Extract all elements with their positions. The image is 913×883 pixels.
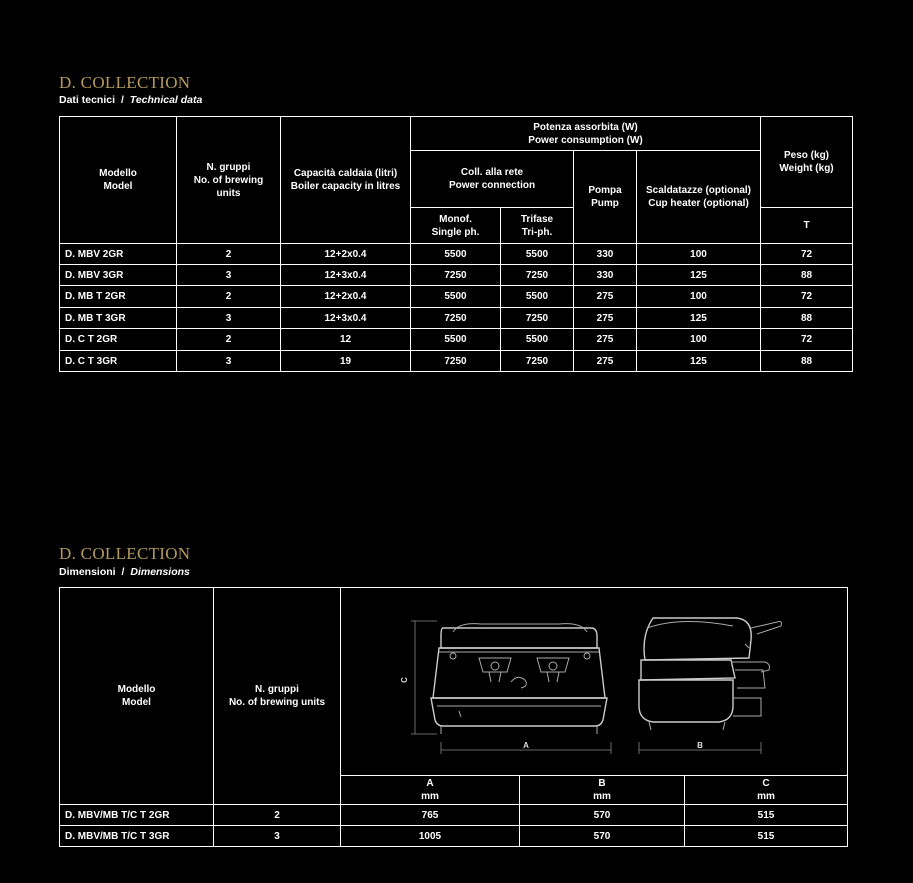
table-row: D. C T 3GR 3 19 7250 7250 275 125 88 [60, 351, 853, 372]
header-dim-c: C mm [685, 776, 848, 805]
side-view-drawing [639, 618, 782, 754]
header-dim-b: B mm [520, 776, 685, 805]
tech-subtitle-en: Technical data [129, 94, 203, 106]
machine-drawing-cell [341, 588, 848, 776]
header-power-connection: Coll. alla rete Power connection [411, 151, 574, 208]
dimension-c-label: C [400, 677, 409, 683]
tech-subtitle-it: Dati tecnici [59, 94, 116, 106]
technical-data-table [59, 116, 853, 372]
dimensions-table [59, 587, 848, 847]
header-pump: Pompa Pump [574, 151, 637, 244]
tech-section-title: D. COLLECTION [59, 73, 191, 92]
dims-section-subtitle [59, 566, 190, 578]
dimension-b-label: B [697, 741, 703, 750]
header-model: Modello Model [60, 588, 214, 805]
table-row: D. MB T 3GR 3 12+3x0.4 7250 7250 275 125 88 [60, 308, 853, 329]
table-row: D. MBV/MB T/C T 3GR 3 1005 570 515 [60, 826, 848, 847]
table-row: D. MB T 2GR 2 12+2x0.4 5500 5500 275 100 72 [60, 286, 853, 308]
table-row: D. MBV 3GR 3 12+3x0.4 7250 7250 330 125 88 [60, 265, 853, 286]
header-boiler: Capacità caldaia (litri) Boiler capacity in litres [281, 117, 411, 244]
dims-subtitle-sep: / [121, 566, 125, 578]
tech-section-subtitle [59, 94, 202, 106]
dimension-a-label: A [523, 741, 529, 750]
dims-subtitle-en: Dimensions [130, 566, 190, 578]
header-weight: Peso (kg) Weight (kg) [761, 117, 853, 208]
header-model: Modello Model [60, 117, 177, 244]
tech-subtitle-sep: / [120, 94, 124, 106]
front-view-drawing [411, 621, 611, 754]
table-row: D. C T 2GR 2 12 5500 5500 275 100 72 [60, 329, 853, 351]
dims-section-title: D. COLLECTION [59, 544, 191, 563]
machine-drawing [341, 588, 848, 775]
header-weight-t: T [761, 208, 853, 244]
dims-subtitle-it: Dimensioni [59, 566, 116, 578]
header-single-phase: Monof. Single ph. [411, 208, 501, 244]
header-groups: N. gruppi No. of brewing units [214, 588, 341, 805]
table-row: D. MBV/MB T/C T 2GR 2 765 570 515 [60, 805, 848, 826]
header-dim-a: A mm [341, 776, 520, 805]
table-row: D. MBV 2GR 2 12+2x0.4 5500 5500 330 100 72 [60, 244, 853, 265]
header-power: Potenza assorbita (W) Power consumption (W) [411, 117, 761, 151]
header-groups: N. gruppi No. of brewing units [177, 117, 281, 244]
header-cup-heater: Scaldatazze (optional) Cup heater (optional) [637, 151, 761, 244]
header-tri-phase: Trifase Tri-ph. [501, 208, 574, 244]
